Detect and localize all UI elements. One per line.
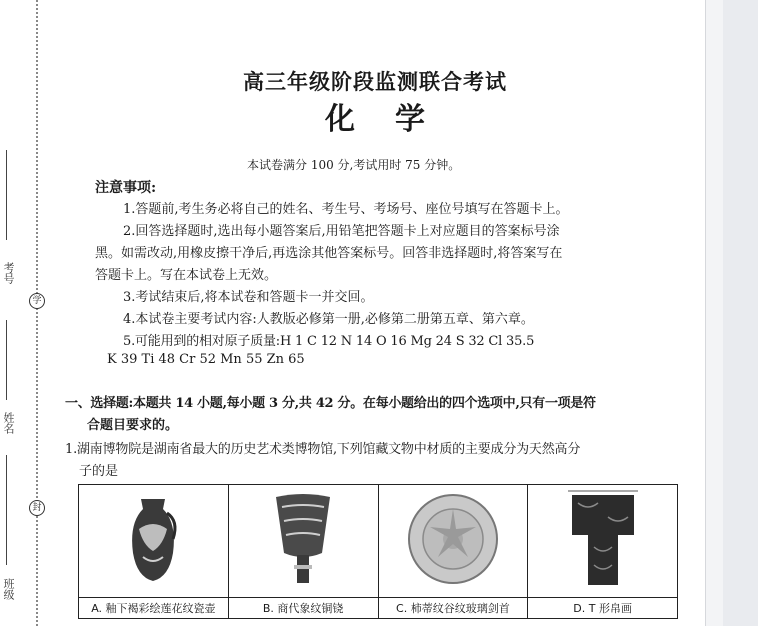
option-c-image-cell [378,485,528,598]
option-a-image-cell [79,485,229,598]
notice-line: 5.可能用到的相对原子质量:H 1 C 12 N 14 O 16 Mg 24 S 32 Cl 35.5 [123,334,535,349]
binding-strip [0,0,45,626]
exam-title: 高三年级阶段监测联合考试 [243,69,507,94]
fill-line [6,320,7,400]
viewer-background [723,0,758,626]
option-b-image-cell [228,485,378,598]
notice-line: 答题卡上。写在本试卷上无效。 [95,268,278,283]
notice-line: 3.考试结束后,将本试卷和答题卡一并交回。 [123,290,374,305]
binding-label-name: 姓名 [2,412,15,434]
subject-title: 化学 [325,102,465,137]
artifact-table [78,484,678,619]
notice-heading: 注意事项: [95,180,157,196]
fill-line [6,150,7,240]
notice-line: 2.回答选择题时,选出每小题答案后,用铅笔把答题卡上对应题目的答案标号涂 [123,224,560,239]
binding-circle-feng: 封 [29,500,45,516]
seal-line [36,0,38,626]
bronze-bell-icon [268,491,338,587]
option-b-label: B. 商代象纹铜铙 [228,598,378,619]
exam-page [45,0,705,626]
binding-label-class: 班级 [2,578,15,600]
porcelain-vase-icon [123,493,183,585]
notice-line: 黑。如需改动,用橡皮擦干净后,再选涂其他答案标号。回答非选择题时,将答案写在 [95,246,563,261]
notice-line: 1.答题前,考生务必将自己的姓名、考生号、考场号、座位号填写在答题卡上。 [123,202,569,217]
section-heading: 一、选择题:本题共 14 小题,每小题 3 分,共 42 分。在每小题给出的四个选项中,只有一项是符 [65,396,596,411]
notice-line: 4.本试卷主要考试内容:人教版必修第一册,必修第二册第五章、第六章。 [123,312,534,327]
exam-info: 本试卷满分 100 分,考试用时 75 分钟。 [247,158,461,172]
silk-painting-icon [568,489,638,589]
fill-line [6,455,7,565]
option-c-label: C. 柿蒂纹谷纹玻璃剑首 [378,598,528,619]
option-d-image-cell [528,485,678,598]
notice-line: K 39 Ti 48 Cr 52 Mn 55 Zn 65 [107,352,305,367]
option-a-label: A. 釉下褐彩绘莲花纹瓷壶 [79,598,229,619]
scrollbar[interactable] [705,0,724,626]
question-stem-cont: 子的是 [79,464,119,479]
question-stem: 1.湖南博物院是湖南省最大的历史艺术类博物馆,下列馆藏文物中材质的主要成分为天然高分 [65,442,581,457]
binding-circle-xue: 学 [29,293,45,309]
glass-disc-icon [398,489,508,589]
section-heading-cont: 合题目要求的。 [87,418,179,433]
option-d-label: D. T 形帛画 [528,598,678,619]
binding-label-kaohao: 考号 [2,262,15,284]
